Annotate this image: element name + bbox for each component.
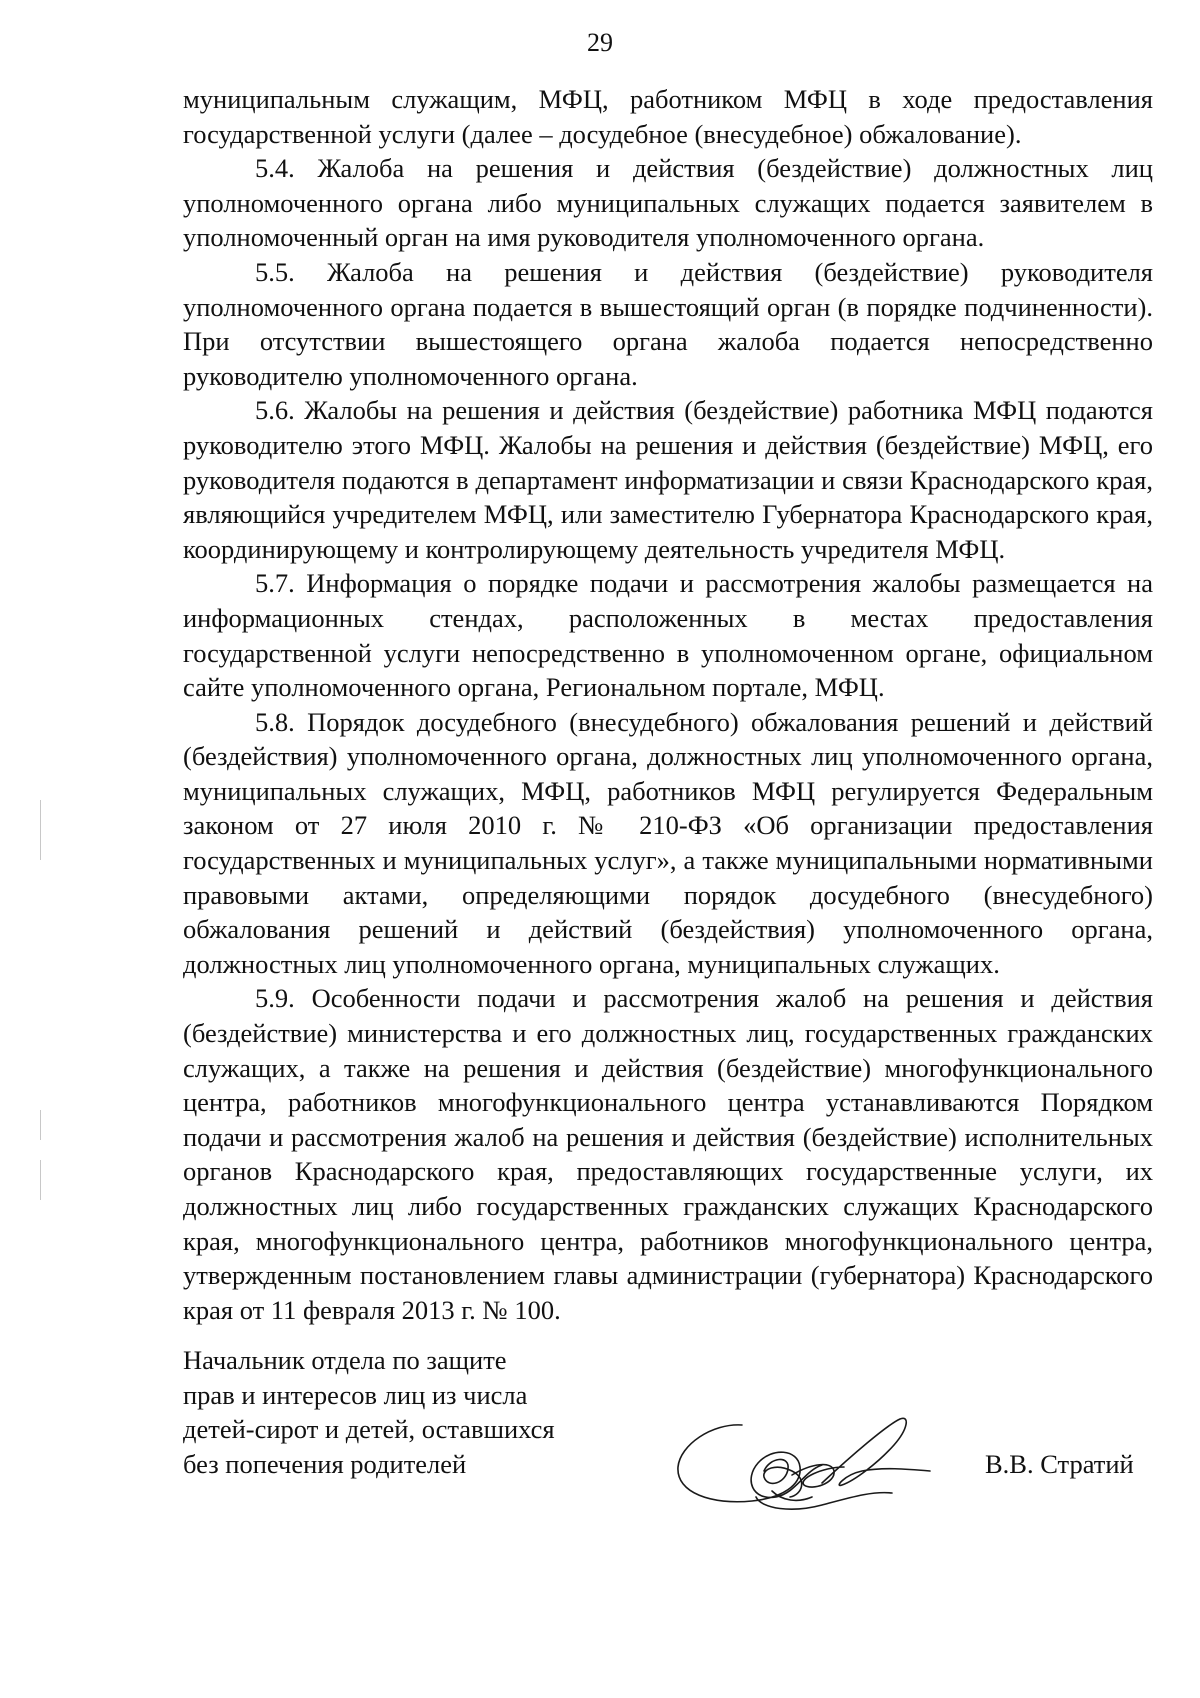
paragraph-continuation: муниципальным служащим, МФЦ, работником МФЦ в ходе предоставления государственной услуги (далее – досудебное (внесудебное) обжалование). — [183, 84, 1153, 149]
paragraph-5-4: 5.4. Жалоба на решения и действия (бездействие) должностных лиц уполномоченного органа либо муниципальных служащих подается заявителем в уполномоченный орган на имя руководителя уполномоченного органа. — [183, 153, 1153, 253]
handwritten-signature-icon — [672, 1405, 942, 1525]
paragraph-5-9: 5.9. Особенности подачи и рассмотрения жалоб на решения и действия (бездействие) министерства и его должностных лиц, государственных гражданских служащих, а также на решения и действия (бездействие) многофункционального центра, работников многофункционального центра устанавливаются Порядком подачи и рассмотрения жалоб на решения и действия (бездействие) исполнительных органов Краснодарского края, предоставляющих государственные услуги, их должностных лиц либо государственных гражданских служащих Краснодарского края, многофункционального центра, работников многофункционального центра, утвержденным постановлением главы администрации (губернатора) Краснодарского края от 11 февраля 2013 г. № 100. — [183, 983, 1153, 1325]
paragraph-5-7: 5.7. Информация о порядке подачи и рассмотрения жалобы размещается на информационных стендах, расположенных в местах предоставления государственной услуги непосредственно в уполномоченном органе, официальном сайте уполномоченного органа, Региональном портале, МФЦ. — [183, 568, 1153, 703]
signer-title-line: детей-сирот и детей, оставшихся — [183, 1414, 555, 1445]
scan-margin-mark — [40, 1160, 41, 1200]
paragraph-5-6: 5.6. Жалобы на решения и действия (бездействие) работника МФЦ подаются руководителю этого МФЦ. Жалобы на решения и действия (бездействие) МФЦ, его руководителя подаются в департамент информатизации и связи Краснодарского края, являющийся учредителем МФЦ, или заместителю Губернатора Краснодарского края, координирующему и контролирующему деятельность учредителя МФЦ. — [183, 395, 1153, 564]
signer-title-line: Начальник отдела по защите — [183, 1345, 507, 1375]
signer-title-line: без попечения родителей — [183, 1448, 467, 1479]
document-body — [183, 82, 1153, 1327]
page-number: 29 — [587, 28, 613, 57]
signer-title-line: прав и интересов лиц из числа — [183, 1379, 528, 1410]
signer-name: В.В. Стратий — [985, 1449, 1134, 1479]
paragraph-5-5: 5.5. Жалоба на решения и действия (бездействие) руководителя уполномоченного органа подается в вышестоящий орган (в порядке подчиненности). При отсутствии вышестоящего органа жалоба подается непосредственно руководителю уполномоченного органа. — [183, 256, 1153, 391]
paragraph-5-8: 5.8. Порядок досудебного (внесудебного) обжалования решений и действий (бездействия) уполномоченного органа, должностных лиц уполномоченного органа, муниципальных служащих, МФЦ, работников МФЦ регулируется Федеральным законом от 27 июля 2010 г. № 210-ФЗ «Об организации предоставления государственных и муниципальных услуг», а также муниципальными нормативными правовыми актами, определяющими порядок досудебного (внесудебного) обжалования решений и действий (бездействия) уполномоченного органа, должностных лиц уполномоченного органа, муниципальных служащих. — [183, 706, 1153, 979]
scan-margin-mark — [40, 800, 41, 860]
scan-margin-mark — [40, 1110, 41, 1140]
signer-title — [183, 1343, 583, 1481]
